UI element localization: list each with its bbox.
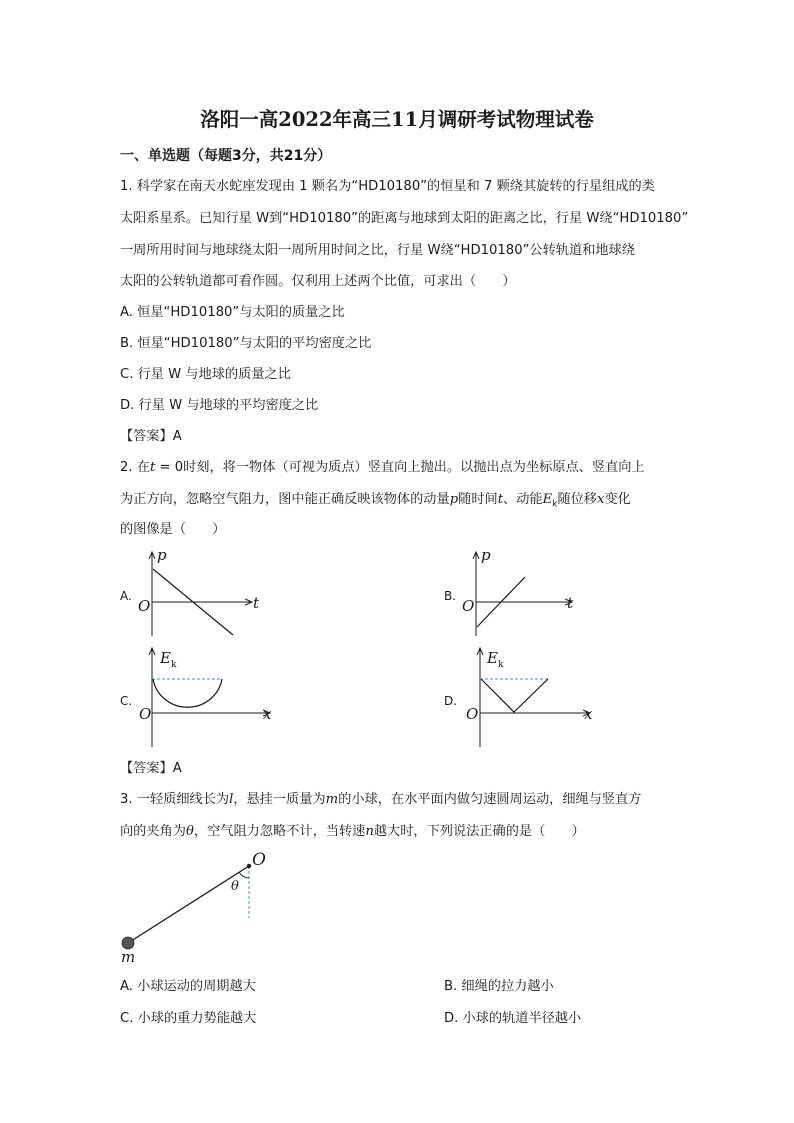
q2-text: 变化 xyxy=(604,492,631,507)
q3-option-c: C. 小球的重力势能越大 xyxy=(120,1011,257,1026)
q3-text: ，空气阻力忽略不计，当转速 xyxy=(193,824,366,839)
graph-d-label: D. xyxy=(444,694,458,708)
graph-d-x-label: x xyxy=(584,705,593,723)
q1-option-c: C. 行星 W 与地球的质量之比 xyxy=(120,367,291,382)
var-n: n xyxy=(365,824,374,839)
q3-text: 向的夹角为 xyxy=(120,824,186,839)
q3-o-label: O xyxy=(252,850,266,870)
q3-option-d: D. 小球的轨道半径越小 xyxy=(444,1011,582,1026)
q3-line-2 xyxy=(120,823,585,841)
q1-answer: 【答案】A xyxy=(120,429,182,444)
q2-text: 随时间 xyxy=(458,492,498,507)
graph-d-k-label: k xyxy=(498,660,504,670)
q1-option-a: A. 恒星“HD10180”与太阳的质量之比 xyxy=(120,305,345,320)
graph-b-t-label: t xyxy=(567,594,574,612)
q3-text: 3. 一轻质细线长为 xyxy=(120,792,230,807)
q3-angle-arc xyxy=(239,872,249,878)
graph-d-curve xyxy=(481,679,548,712)
graph-c-label: C. xyxy=(120,694,133,708)
var-k: k xyxy=(552,499,558,510)
q1-option-b: B. 恒星“HD10180”与太阳的平均密度之比 xyxy=(120,336,372,351)
q3-text: ，悬挂一质量为 xyxy=(233,792,326,807)
q3-line-1 xyxy=(120,791,641,809)
q1-line-4: 太阳的公转轨道都可看作圆。仅利用上述两个比值，可求出（ ） xyxy=(120,274,516,289)
var-p: p xyxy=(449,492,459,507)
graph-b-p-label: p xyxy=(481,546,491,564)
graph-c-e-label: E xyxy=(160,649,171,667)
q3-theta-label: θ xyxy=(231,879,239,894)
q2-text: 随位移 xyxy=(557,492,597,507)
var-theta: θ xyxy=(185,824,194,839)
q3-string xyxy=(128,866,249,943)
q1-line-1: 1. 科学家在南天水蛇座发现由 1 颗名为“HD10180”的恒星和 7 颗绕其旋转的行星组成的类 xyxy=(120,179,655,194)
var-m: m xyxy=(325,792,339,807)
q2-text: 为正方向，忽略空气阻力，图中能正确反映该物体的动量 xyxy=(120,492,450,507)
q3-option-b: B. 细绳的拉力越小 xyxy=(444,979,554,994)
q3-pivot xyxy=(247,864,251,868)
var-l: l xyxy=(229,792,234,807)
q3-text: 的小球，在水平面内做匀速圆周运动，细绳与竖直方 xyxy=(338,792,642,807)
graph-d-origin-label: O xyxy=(466,705,479,723)
var-x: x xyxy=(597,492,605,507)
graph-b-label: B. xyxy=(444,589,457,603)
q3-m-label: m xyxy=(121,948,136,966)
var-t: t xyxy=(149,460,156,475)
q2-text: = 0时刻，将一物体（可视为质点）竖直向上抛出。以抛出点为坐标原点、竖直向上 xyxy=(155,460,645,475)
var-t: t xyxy=(497,492,504,507)
q1-line-3: 一周所用时间与地球绕太阳一周所用时间之比，行星 W绕“HD10180”公转轨道和地球绕 xyxy=(120,243,635,258)
page-title: 洛阳一高2022年高三11月调研考试物理试卷 xyxy=(200,108,594,131)
graph-c-origin-label: O xyxy=(139,705,152,723)
graph-c-k-label: k xyxy=(171,660,177,670)
graph-a-origin-label: O xyxy=(138,597,151,615)
q2-text: 2. 在 xyxy=(120,460,150,475)
q3-text: 越大时，下列说法正确的是（ ） xyxy=(373,824,585,839)
q1-line-2: 太阳系星系。已知行星 W到“HD10180”的距离与地球到太阳的距离之比，行星 W绕“HD10180” xyxy=(120,211,689,226)
graph-d-e-label: E xyxy=(487,649,498,667)
section-heading: 一、单选题（每题3分，共21分） xyxy=(120,148,332,164)
q1-option-d: D. 行星 W 与地球的平均密度之比 xyxy=(120,398,319,413)
q3-option-a: A. 小球运动的周期越大 xyxy=(120,979,256,994)
graph-c-x-label: x xyxy=(263,705,272,723)
graph-c-curve xyxy=(153,679,222,707)
q2-text: 、动能 xyxy=(503,492,543,507)
var-e: E xyxy=(542,492,553,507)
graph-b-origin-label: O xyxy=(462,597,475,615)
graph-a-label: A. xyxy=(120,589,132,603)
graph-a-t-label: t xyxy=(253,594,260,612)
q2-answer: 【答案】A xyxy=(120,761,182,776)
graph-a-p-label: p xyxy=(157,546,167,564)
q2-line-3: 的图像是（ ） xyxy=(120,522,226,537)
